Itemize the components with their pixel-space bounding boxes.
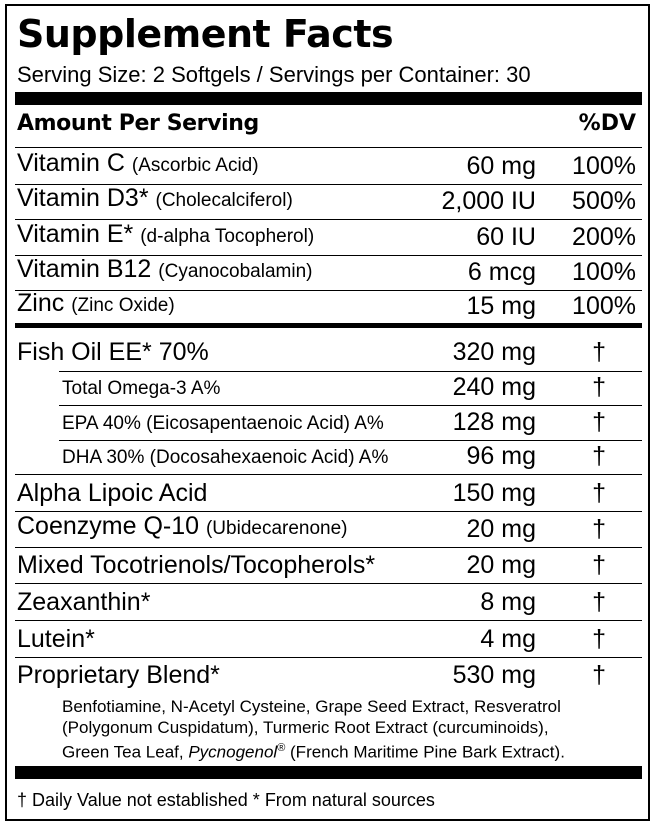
- nutrient-dv: †: [592, 625, 606, 653]
- thick-divider: [15, 92, 642, 105]
- nutrient-name: Fish Oil EE* 70%: [17, 338, 209, 366]
- nutrient-amount: 6 mcg: [467, 258, 536, 286]
- nutrient-name: Vitamin B12 (Cyanocobalamin): [17, 255, 313, 283]
- sub-nutrient-row: [7, 406, 648, 440]
- nutrient-dv: †: [592, 588, 606, 616]
- amount-per-serving-header: Amount Per Serving: [17, 111, 259, 136]
- nutrient-name: Total Omega-3 A%: [62, 378, 221, 399]
- blend-line: Green Tea Leaf, Pycnogenol® (French Maritime Pine Bark Extract).: [62, 742, 565, 762]
- bottom-divider: [15, 766, 642, 779]
- nutrient-dv: 500%: [572, 187, 636, 215]
- nutrient-amount: 128 mg: [452, 408, 536, 436]
- nutrient-amount: 8 mg: [480, 588, 536, 616]
- nutrient-dv: 100%: [572, 258, 636, 286]
- nutrient-row-proprietary-blend: [7, 658, 648, 693]
- nutrient-row: [7, 148, 648, 184]
- nutrient-name: Mixed Tocotrienols/Tocopherols*: [17, 551, 376, 579]
- nutrient-dv: 200%: [572, 223, 636, 251]
- nutrient-row: [7, 548, 648, 583]
- nutrient-dv: †: [592, 515, 606, 543]
- nutrient-amount: 2,000 IU: [441, 187, 536, 215]
- nutrient-row-fish-oil: [7, 328, 648, 370]
- nutrient-row: [7, 475, 648, 511]
- sub-nutrient-row: [7, 441, 648, 474]
- serving-size-line: Serving Size: 2 Softgels / Servings per Container: 30: [17, 62, 531, 87]
- footnote: † Daily Value not established * From natural sources: [17, 790, 435, 810]
- pycnogenol-brand: Pycnogenol: [188, 742, 278, 762]
- nutrient-name: Zinc (Zinc Oxide): [17, 289, 175, 317]
- panel-title: Supplement Facts: [17, 12, 394, 56]
- nutrient-amount: 320 mg: [452, 338, 536, 366]
- blend-line: (Polygonum Cuspidatum), Turmeric Root Extract (curcuminoids),: [62, 718, 549, 737]
- nutrient-amount: 20 mg: [466, 551, 536, 579]
- nutrient-amount: 60 IU: [476, 223, 536, 251]
- blend-line: Benfotiamine, N-Acetyl Cysteine, Grape Seed Extract, Resveratrol: [62, 697, 561, 716]
- proprietary-blend-ingredients: [62, 696, 637, 763]
- nutrient-row: [7, 220, 648, 255]
- nutrient-name: DHA 30% (Docosahexaenoic Acid) A%: [62, 447, 389, 468]
- nutrient-dv: †: [592, 442, 606, 470]
- nutrient-name: Proprietary Blend*: [17, 661, 220, 689]
- nutrient-row: [7, 512, 648, 547]
- nutrient-dv: †: [592, 408, 606, 436]
- nutrient-name: Vitamin E* (d-alpha Tocopherol): [17, 220, 315, 248]
- nutrient-amount: 240 mg: [452, 373, 536, 401]
- nutrient-amount: 20 mg: [466, 515, 536, 543]
- nutrient-name: Alpha Lipoic Acid: [17, 479, 208, 507]
- nutrient-row: [7, 185, 648, 219]
- nutrient-amount: 150 mg: [452, 479, 536, 507]
- supplement-facts-panel: [5, 4, 650, 821]
- nutrient-dv: †: [592, 661, 606, 689]
- nutrient-dv: †: [592, 479, 606, 507]
- nutrient-name: Vitamin D3* (Cholecalciferol): [17, 184, 293, 212]
- nutrient-dv: †: [592, 373, 606, 401]
- sub-nutrient-row: [7, 372, 648, 405]
- nutrient-amount: 60 mg: [466, 152, 536, 180]
- nutrient-name: Vitamin C (Ascorbic Acid): [17, 149, 259, 177]
- nutrient-dv: 100%: [572, 152, 636, 180]
- nutrient-row: [7, 584, 648, 620]
- nutrient-dv: †: [592, 338, 606, 366]
- nutrient-amount: 96 mg: [466, 442, 536, 470]
- nutrient-name: Lutein*: [17, 625, 95, 653]
- nutrient-name: EPA 40% (Eicosapentaenoic Acid) A%: [62, 413, 384, 434]
- nutrient-dv: 100%: [572, 292, 636, 320]
- nutrient-row: [7, 256, 648, 290]
- nutrient-amount: 530 mg: [452, 661, 536, 689]
- nutrient-amount: 4 mg: [480, 625, 536, 653]
- nutrient-amount: 15 mg: [466, 292, 536, 320]
- nutrient-name: Coenzyme Q-10 (Ubidecarenone): [17, 512, 348, 540]
- nutrient-row: [7, 621, 648, 657]
- nutrient-name: Zeaxanthin*: [17, 588, 151, 616]
- nutrient-row: [7, 291, 648, 324]
- nutrient-dv: †: [592, 551, 606, 579]
- registered-mark: ®: [277, 742, 286, 754]
- dv-header: %DV: [578, 111, 636, 136]
